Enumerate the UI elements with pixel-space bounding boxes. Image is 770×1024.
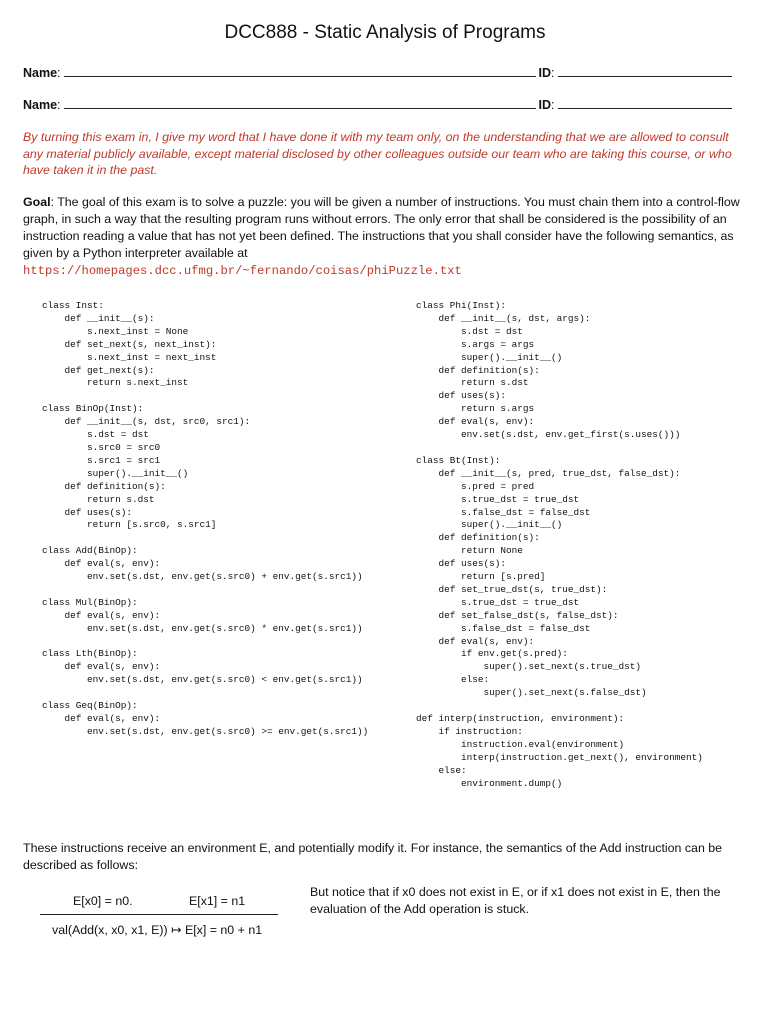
goal-text: : The goal of this exam is to solve a puzzle: you will be given a number of instructions. You must chain them into a control-flow graph, in such a way that the resulting program runs without errors. The only error that shall be considered is the possibility of an instruction reading a value that has not yet been defined. The instructions that you shall consider have the following semantics, as given by a Python interpreter available at bbox=[23, 195, 740, 260]
code-block-left: class Inst: def __init__(s): s.next_inst = None def set_next(s, next_inst): s.next_inst = next_inst def get_next(s): return s.next_inst class BinOp(Inst): def __init__(s, dst, src0, src1): s.dst = dst s.src0 = src0 s.src1 = src1 super().__init__() def definition(s): return s.dst def uses(s): return [s.src0, s.src1] class Add(BinOp): def eval(s, env): env.set(s.dst, env.get(s.src0) + env.get(s.src1)) class Mul(BinOp): def eval(s, env): env.set(s.dst, env.get(s.src0) * env.get(s.src1)) class Lth(BinOp): def eval(s, env): env.set(s.dst, env.get(s.src0) < env.get(s.src1)) class Geq(BinOp): def eval(s, env): env.set(s.dst, env.get(s.src0) >= env.get(s.src1)) bbox=[42, 300, 369, 737]
name-label: Name bbox=[23, 66, 58, 80]
code-block-right: class Phi(Inst): def __init__(s, dst, args): s.dst = dst s.args = args super().__init__() def definition(s): return s.dst def uses(s): return s.args def eval(s, env): env.set(s.dst, env.get_first(s.uses())) class Bt(Inst): def __init__(s, pred, true_dst, false_dst): s.pred = pred s.true_dst = true_dst s.false_dst = false_dst super().__init__() def definition(s): return None def uses(s): return [s.pred] def set_true_dst(s, true_dst): s.true_dst = true_dst def set_false_dst(s, false_dst): s.false_dst = false_dst def eval(s, env): if env.get(s.pred): super().set_next(s.true_dst) else: super().set_next(s.false_dst) def interp(instruction, environment): if instruction: instruction.eval(environment) interp(instruction.get_next(), environment) else: environment.dump() bbox=[416, 300, 703, 789]
rule-premise-2: E[x1] = n1 bbox=[189, 894, 246, 908]
id-field-2[interactable] bbox=[558, 107, 732, 109]
name-colon: : bbox=[57, 66, 61, 80]
inference-rule-bar bbox=[40, 914, 278, 915]
name-label: Name bbox=[23, 98, 58, 112]
id-colon: : bbox=[551, 66, 555, 80]
rule-premise-1: E[x0] = n0. bbox=[73, 894, 133, 908]
name-field-2[interactable] bbox=[64, 107, 536, 109]
goal-label: Goal bbox=[23, 195, 51, 209]
honor-statement: By turning this exam in, I give my word that I have done it with my team only, on the understanding that we are allowed to consult any material publicly available, except material disclosed by other colleagues outside our team who are taking this course, or who have taken it in the past. bbox=[23, 130, 732, 177]
name-row-2 bbox=[23, 98, 735, 112]
name-colon: : bbox=[57, 98, 61, 112]
goal-paragraph bbox=[23, 194, 745, 280]
id-field-1[interactable] bbox=[558, 75, 732, 77]
page-title: DCC888 - Static Analysis of Programs bbox=[224, 22, 546, 43]
name-field-1[interactable] bbox=[64, 75, 536, 77]
semantics-intro: These instructions receive an environment E, and potentially modify it. For instance, the semantics of the Add instruction can be described as follows: bbox=[23, 841, 723, 872]
id-colon: : bbox=[551, 98, 555, 112]
id-label: ID bbox=[538, 98, 552, 112]
stuck-note: But notice that if x0 does not exist in E, or if x1 does not exist in E, then the evaluation of the Add operation is stuck. bbox=[310, 885, 721, 916]
id-label: ID bbox=[538, 66, 552, 80]
puzzle-url-link[interactable]: https://homepages.dcc.ufmg.br/~fernando/coisas/phiPuzzle.txt bbox=[23, 264, 462, 278]
rule-conclusion: val(Add(x, x0, x1, E)) ↦ E[x] = n0 + n1 bbox=[52, 923, 263, 937]
name-row-1 bbox=[23, 66, 735, 80]
